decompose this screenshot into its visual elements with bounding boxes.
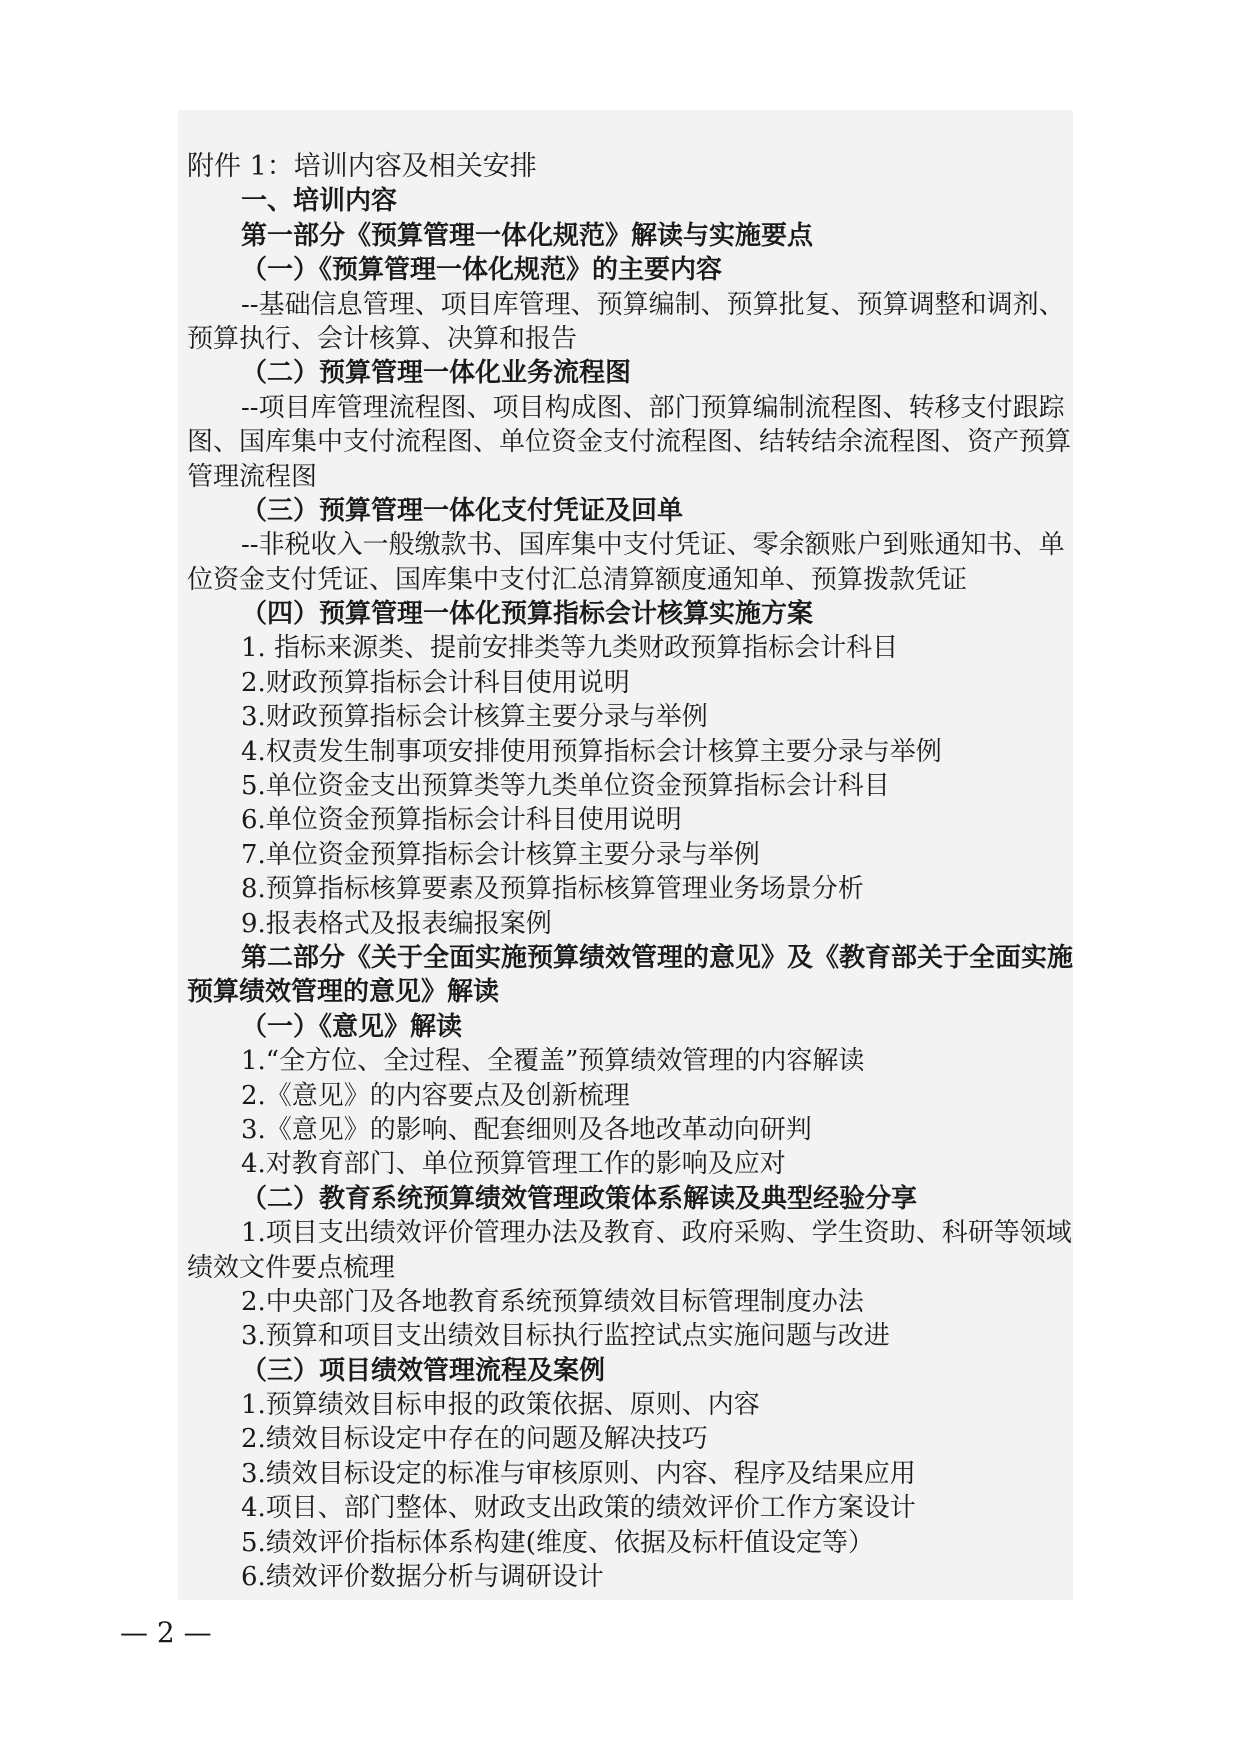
- text-line: 绩效文件要点梳理: [187, 1252, 396, 1283]
- section-heading: （二）教育系统预算绩效管理政策体系解读及典型经验分享: [241, 1183, 918, 1214]
- text-line: 1. 指标来源类、提前安排类等九类财政预算指标会计科目: [241, 633, 899, 664]
- text-line: 图、国库集中支付流程图、单位资金支付流程图、结转结余流程图、资产预算: [187, 427, 1072, 458]
- text-line: 3.绩效目标设定的标准与审核原则、内容、程序及结果应用: [241, 1458, 916, 1489]
- section-heading: （四）预算管理一体化预算指标会计核算实施方案: [241, 599, 814, 630]
- text-line: 预算执行、会计核算、决算和报告: [187, 323, 578, 354]
- section-heading: （三）项目绩效管理流程及案例: [241, 1355, 606, 1386]
- text-line: 4.权责发生制事项安排使用预算指标会计核算主要分录与举例: [241, 736, 942, 767]
- text-line: --基础信息管理、项目库管理、预算编制、预算批复、预算调整和调剂、: [241, 289, 1065, 320]
- section-heading: （一）《意见》解读: [241, 1011, 463, 1042]
- text-line: 1.项目支出绩效评价管理办法及教育、政府采购、学生资助、科研等领域: [241, 1218, 1072, 1249]
- section-heading: 第一部分《预算管理一体化规范》解读与实施要点: [241, 220, 814, 251]
- page-number: — 2 —: [120, 1616, 212, 1649]
- section-heading: （一）《预算管理一体化规范》的主要内容: [241, 255, 723, 286]
- section-heading: 预算绩效管理的意见》解读: [187, 977, 500, 1008]
- text-line: 位资金支付凭证、国库集中支付汇总清算额度通知单、预算拨款凭证: [187, 564, 968, 595]
- text-line: 6.绩效评价数据分析与调研设计: [241, 1562, 604, 1593]
- document-body: [187, 150, 1074, 1594]
- text-line: 2.中央部门及各地教育系统预算绩效目标管理制度办法: [241, 1286, 864, 1317]
- text-line: 5.单位资金支出预算类等九类单位资金预算指标会计科目: [241, 771, 890, 802]
- text-line: 4.项目、部门整体、财政支出政策的绩效评价工作方案设计: [241, 1493, 916, 1524]
- text-line: 2.绩效目标设定中存在的问题及解决技巧: [241, 1424, 708, 1455]
- text-line: 6.单位资金预算指标会计科目使用说明: [241, 805, 682, 836]
- section-heading: 第二部分《关于全面实施预算绩效管理的意见》及《教育部关于全面实施: [241, 942, 1074, 973]
- text-line: 3.预算和项目支出绩效目标执行监控试点实施问题与改进: [241, 1321, 890, 1352]
- text-line: 1.预算绩效目标申报的政策依据、原则、内容: [241, 1390, 760, 1421]
- text-line: 4.对教育部门、单位预算管理工作的影响及应对: [241, 1149, 786, 1180]
- text-line: 1.“全方位、全过程、全覆盖”预算绩效管理的内容解读: [241, 1046, 865, 1077]
- text-line: --非税收入一般缴款书、国库集中支付凭证、零余额账户到账通知书、单: [241, 530, 1065, 561]
- section-heading: （二）预算管理一体化业务流程图: [241, 358, 632, 389]
- text-line: 3.财政预算指标会计核算主要分录与举例: [241, 702, 708, 733]
- text-line: 7.单位资金预算指标会计核算主要分录与举例: [241, 839, 760, 870]
- text-line: 2.《意见》的内容要点及创新梳理: [241, 1080, 630, 1111]
- section-heading: （三）预算管理一体化支付凭证及回单: [241, 495, 684, 526]
- section-heading: 一、培训内容: [241, 186, 398, 217]
- text-line: 9.报表格式及报表编报案例: [241, 908, 552, 939]
- text-line: 5.绩效评价指标体系构建(维度、依据及标杆值设定等）: [241, 1527, 874, 1558]
- text-line: 管理流程图: [187, 461, 318, 492]
- text-line: 2.财政预算指标会计科目使用说明: [241, 667, 630, 698]
- text-line: --项目库管理流程图、项目构成图、部门预算编制流程图、转移支付跟踪: [241, 392, 1065, 423]
- text-line: 3.《意见》的影响、配套细则及各地改革动向研判: [241, 1114, 812, 1145]
- attachment-title: 附件 1：培训内容及相关安排: [187, 151, 537, 182]
- text-line: 8.预算指标核算要素及预算指标核算管理业务场景分析: [241, 874, 864, 905]
